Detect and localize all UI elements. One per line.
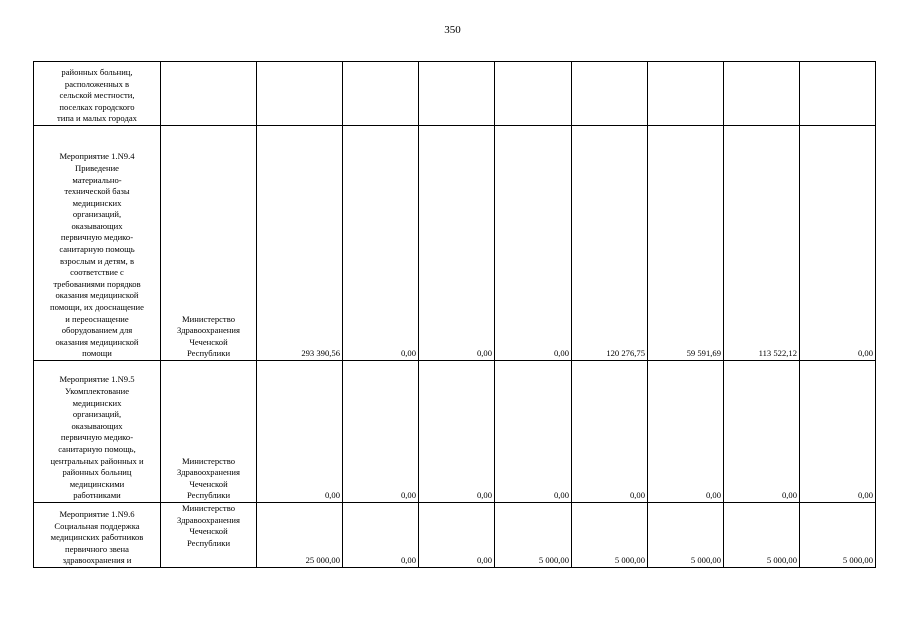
measure-name-cell: Мероприятие 1.N9.6 Социальная поддержка медицинских работников первичного звена здравоохранения и — [34, 503, 161, 568]
value-cell: 0,00 — [343, 361, 419, 503]
executor-cell: Министерство Здравоохранения Чеченской Республики — [161, 361, 257, 503]
value-cell — [648, 62, 724, 126]
value-cell: 25 000,00 — [257, 503, 343, 568]
value-cell: 120 276,75 — [572, 126, 648, 361]
value-cell — [343, 62, 419, 126]
value-cell: 113 522,12 — [724, 126, 800, 361]
table-row — [34, 361, 876, 503]
table-row — [34, 503, 876, 568]
executor-cell: Министерство Здравоохранения Чеченской Республики — [161, 503, 257, 568]
value-cell: 0,00 — [419, 503, 495, 568]
value-cell — [724, 62, 800, 126]
measure-name-cell: Мероприятие 1.N9.5 Укомплектование медицинских организаций, оказывающих первичную медико- санитарную помощь, центральных районных и районных больниц медицинскими работниками — [34, 361, 161, 503]
value-cell: 0,00 — [724, 361, 800, 503]
value-cell: 5 000,00 — [572, 503, 648, 568]
value-cell: 0,00 — [495, 126, 572, 361]
table-row — [34, 126, 876, 361]
value-cell: 5 000,00 — [724, 503, 800, 568]
value-cell: 0,00 — [257, 361, 343, 503]
value-cell — [572, 62, 648, 126]
value-cell: 0,00 — [495, 361, 572, 503]
table-row — [34, 62, 876, 126]
value-cell: 5 000,00 — [648, 503, 724, 568]
budget-table — [33, 61, 876, 568]
value-cell: 0,00 — [572, 361, 648, 503]
table-body — [34, 62, 876, 568]
value-cell: 0,00 — [419, 126, 495, 361]
value-cell: 0,00 — [800, 361, 876, 503]
value-cell: 293 390,56 — [257, 126, 343, 361]
value-cell: 0,00 — [648, 361, 724, 503]
value-cell: 0,00 — [800, 126, 876, 361]
value-cell: 0,00 — [343, 126, 419, 361]
value-cell — [800, 62, 876, 126]
value-cell: 5 000,00 — [495, 503, 572, 568]
page-number: 350 — [444, 24, 461, 36]
value-cell — [419, 62, 495, 126]
value-cell — [495, 62, 572, 126]
value-cell: 5 000,00 — [800, 503, 876, 568]
executor-cell: Министерство Здравоохранения Чеченской Республики — [161, 126, 257, 361]
value-cell — [257, 62, 343, 126]
value-cell: 59 591,69 — [648, 126, 724, 361]
measure-name-cell: районных больниц, расположенных в сельской местности, поселках городского типа и малых городах — [34, 62, 161, 126]
value-cell: 0,00 — [419, 361, 495, 503]
measure-name-cell: Мероприятие 1.N9.4 Приведение материально- технической базы медицинских организаций, оказывающих первичную медико- санитарную помощь взрослым и детям, в соответствие с требованиями порядков оказания медицинской помощи, их дооснащение и переоснащение оборудованием для оказания медицинской помощи — [34, 126, 161, 361]
executor-cell — [161, 62, 257, 126]
value-cell: 0,00 — [343, 503, 419, 568]
